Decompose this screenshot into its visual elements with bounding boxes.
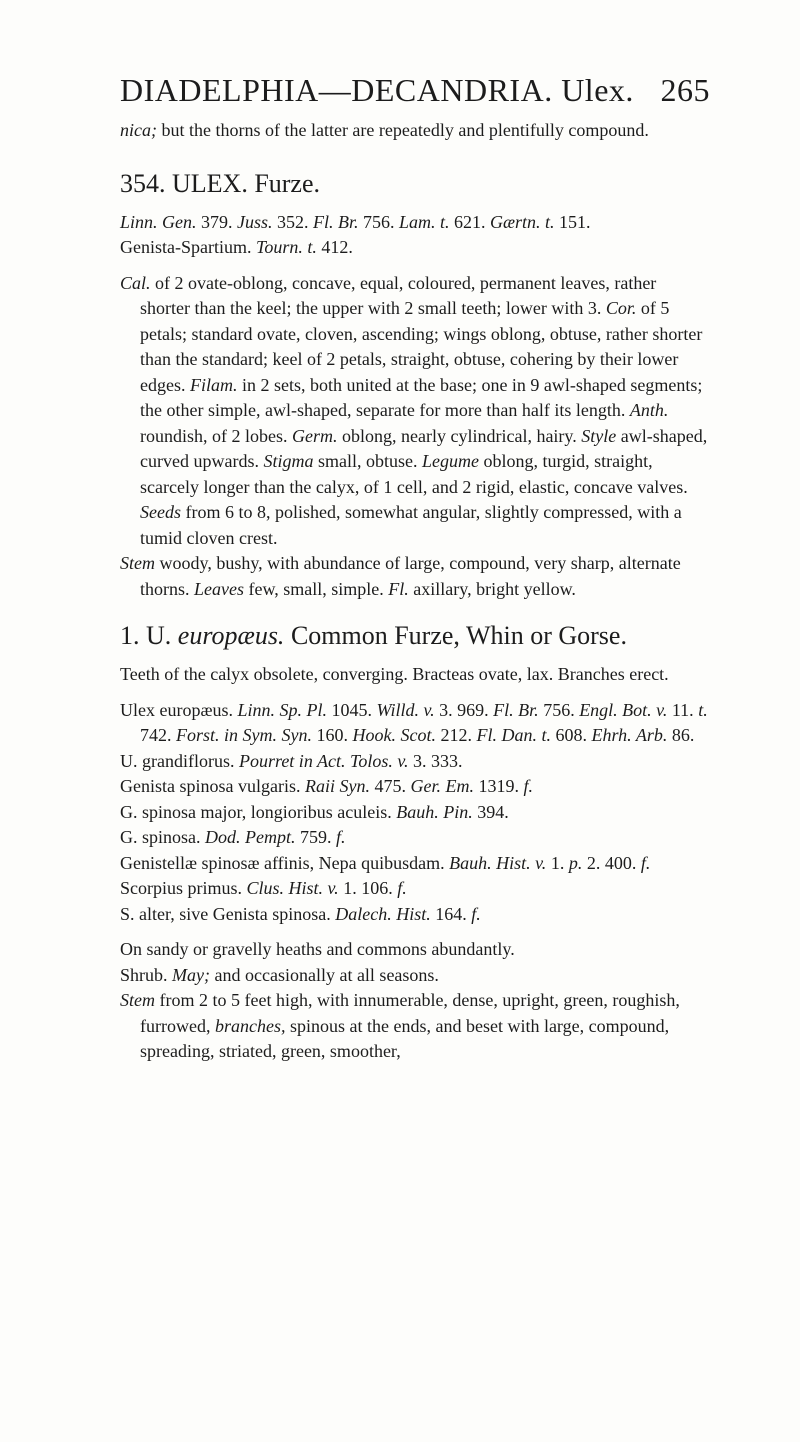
page-body — [120, 118, 710, 1065]
italic-term: Ehrh. Arb. — [591, 725, 668, 745]
intro-paragraph: nica; but the thorns of the latter are repeatedly and plentifully compound. — [120, 120, 649, 140]
italic-term: Cor. — [605, 298, 637, 318]
text-run: 608. — [550, 725, 592, 745]
italic-term: f. — [335, 827, 346, 847]
italic-term: Anth. — [629, 400, 669, 420]
text-run: 86. — [667, 725, 695, 745]
italic-term: Bauh. Pin. — [396, 801, 473, 822]
italic-term: f. — [397, 878, 407, 898]
citation-line — [120, 876, 710, 902]
italic-term: p. — [568, 852, 583, 873]
genus-habit — [120, 551, 710, 602]
italic-term: Cal. — [120, 272, 151, 293]
citation-line — [120, 902, 710, 928]
text-run: 164. — [430, 903, 472, 924]
species-habitat: On sandy or gravelly heaths and commons abundantly. — [120, 939, 515, 959]
italic-term: Juss. — [237, 211, 273, 232]
italic-term: Bauh. Hist. v. — [449, 852, 547, 873]
italic-term: Seeds — [140, 502, 181, 522]
italic-term: Linn. Sp. Pl. — [237, 699, 327, 720]
italic-term: f. — [640, 852, 651, 873]
text-run: 212. — [435, 725, 477, 745]
text-run: of 2 ovate-oblong, concave, equal, coloured, permanent leaves, rather shorter than the keel; the upper with 2 small teeth; lower with 3. — [140, 272, 657, 318]
italic-term: Stem — [120, 553, 155, 573]
text-run: in 2 sets, both united at the base; one in 9 awl-shaped segments; the other simple, awl-shaped, separate for more than half its length. — [140, 374, 703, 420]
species-flowering: Shrub. May; and occasionally at all seasons. — [120, 964, 439, 985]
genus-synonym: Genista-Spartium. Tourn. t. 412. — [120, 237, 353, 257]
text-run: 352. — [272, 211, 313, 232]
italic-term: Pourret in Act. Tolos. v. — [238, 750, 409, 771]
text-run: 475. — [369, 776, 411, 796]
text-run: oblong, nearly cylindrical, hairy. — [337, 425, 582, 446]
text-run: 742. — [140, 725, 176, 745]
italic-term: Lam. t. — [399, 211, 450, 232]
italic-term: Germ. — [292, 425, 338, 446]
text-run: Ulex europæus. — [120, 699, 238, 720]
text-run: U. grandiflorus. — [120, 750, 239, 771]
text-run: Genista spinosa vulgaris. — [120, 776, 305, 796]
text-run: 11. — [667, 699, 699, 720]
text-run: 151. — [554, 211, 591, 232]
text-run: Genistellæ spinosæ affinis, Nepa quibusdam. — [120, 852, 450, 873]
italic-term: Engl. Bot. v. — [579, 699, 668, 720]
italic-term: Fl. Br. — [493, 699, 539, 720]
citation-line — [120, 698, 710, 749]
text-run: 379. — [196, 211, 237, 232]
text-run: 621. — [449, 211, 491, 232]
text-run: awl-shaped, curved upwards. — [140, 425, 708, 471]
citation-line — [120, 800, 710, 826]
italic-term: t. — [698, 699, 708, 720]
text-run: 394. — [472, 801, 509, 822]
text-run: 756. — [358, 211, 400, 232]
genus-references — [120, 210, 710, 236]
genus-description — [120, 271, 710, 552]
italic-term: Forst. in Sym. Syn. — [176, 725, 312, 745]
italic-term: Hook. Scot. — [352, 725, 436, 745]
text-run: of 5 petals; standard ovate, cloven, ascending; wings oblong, obtuse, rather shorter than the standard; keel of 2 petals, straight, obtuse, cohering by their lower edges. — [140, 298, 703, 395]
italic-term: Raii Syn. — [304, 776, 370, 796]
italic-term: Fl. — [388, 578, 409, 599]
text-run: axillary, bright yellow. — [408, 578, 576, 599]
italic-term: Dod. Pempt. — [205, 827, 296, 847]
text-run: few, small, simple. — [243, 578, 389, 599]
text-run: 1. 106. — [338, 878, 398, 898]
running-title: DIADELPHIA—DECANDRIA. Ulex. — [120, 72, 634, 108]
text-run: oblong, turgid, straight, scarcely longer than the calyx, of 1 cell, and 2 rigid, elastic, concave valves. — [140, 451, 688, 497]
text-run: 1319. — [473, 776, 524, 796]
italic-term: f. — [471, 903, 481, 924]
text-run: 3. 969. — [434, 699, 494, 720]
text-run: G. spinosa major, longioribus aculeis. — [120, 801, 397, 822]
italic-term: f. — [523, 776, 533, 796]
text-run: 160. — [311, 725, 353, 745]
text-run: 759. — [295, 827, 336, 847]
text-run: 2. 400. — [582, 852, 641, 873]
species-heading: 1. U. europæus. Common Furze, Whin or Gorse. — [120, 621, 627, 650]
italic-term: Fl. Dan. t. — [476, 725, 551, 745]
italic-term: Ger. Em. — [410, 776, 474, 796]
genus-heading: 354. ULEX. Furze. — [120, 168, 321, 198]
citation-line — [120, 851, 710, 877]
text-run: woody, bushy, with abundance of large, compound, very sharp, alternate thorns. — [140, 553, 681, 599]
italic-term: Clus. Hist. v. — [246, 878, 339, 898]
italic-term: Willd. v. — [376, 699, 435, 720]
italic-term: Fl. Br. — [313, 211, 359, 232]
italic-term: Leaves — [194, 578, 244, 599]
text-run: 1. — [546, 852, 569, 873]
species-citations — [120, 698, 710, 928]
italic-term: Stigma — [263, 451, 314, 471]
text-run: 1045. — [327, 699, 377, 720]
text-run: 756. — [538, 699, 580, 720]
text-run: 3. 333. — [408, 750, 463, 771]
italic-term: Style — [581, 425, 617, 446]
italic-term: Dalech. Hist. — [335, 903, 431, 924]
italic-term: Legume — [421, 451, 479, 471]
italic-term: Linn. Gen. — [120, 211, 197, 232]
citation-line — [120, 749, 710, 775]
italic-term: Filam. — [189, 374, 238, 395]
italic-term: Gærtn. t. — [490, 211, 555, 232]
page-number: 265 — [660, 72, 710, 108]
text-run: from 6 to 8, polished, somewhat angular, slightly compressed, with a tumid cloven crest. — [140, 502, 682, 548]
citation-line — [120, 774, 710, 800]
text-run: S. alter, sive Genista spinosa. — [120, 903, 336, 924]
citation-line — [120, 825, 710, 851]
text-run: Scorpius primus. — [120, 878, 247, 898]
text-run: roundish, of 2 lobes. — [140, 425, 292, 446]
text-run: small, obtuse. — [313, 451, 422, 471]
species-stem: Stem from 2 to 5 feet high, with innumerable, dense, upright, green, roughish, furrowed, branches, spinous at the ends, and beset with large, compound, spreading, striated, green, smoother, — [120, 990, 680, 1061]
text-run: G. spinosa. — [120, 827, 205, 847]
species-diagnosis: Teeth of the calyx obsolete, converging. Bracteas ovate, lax. Branches erect. — [120, 664, 669, 684]
